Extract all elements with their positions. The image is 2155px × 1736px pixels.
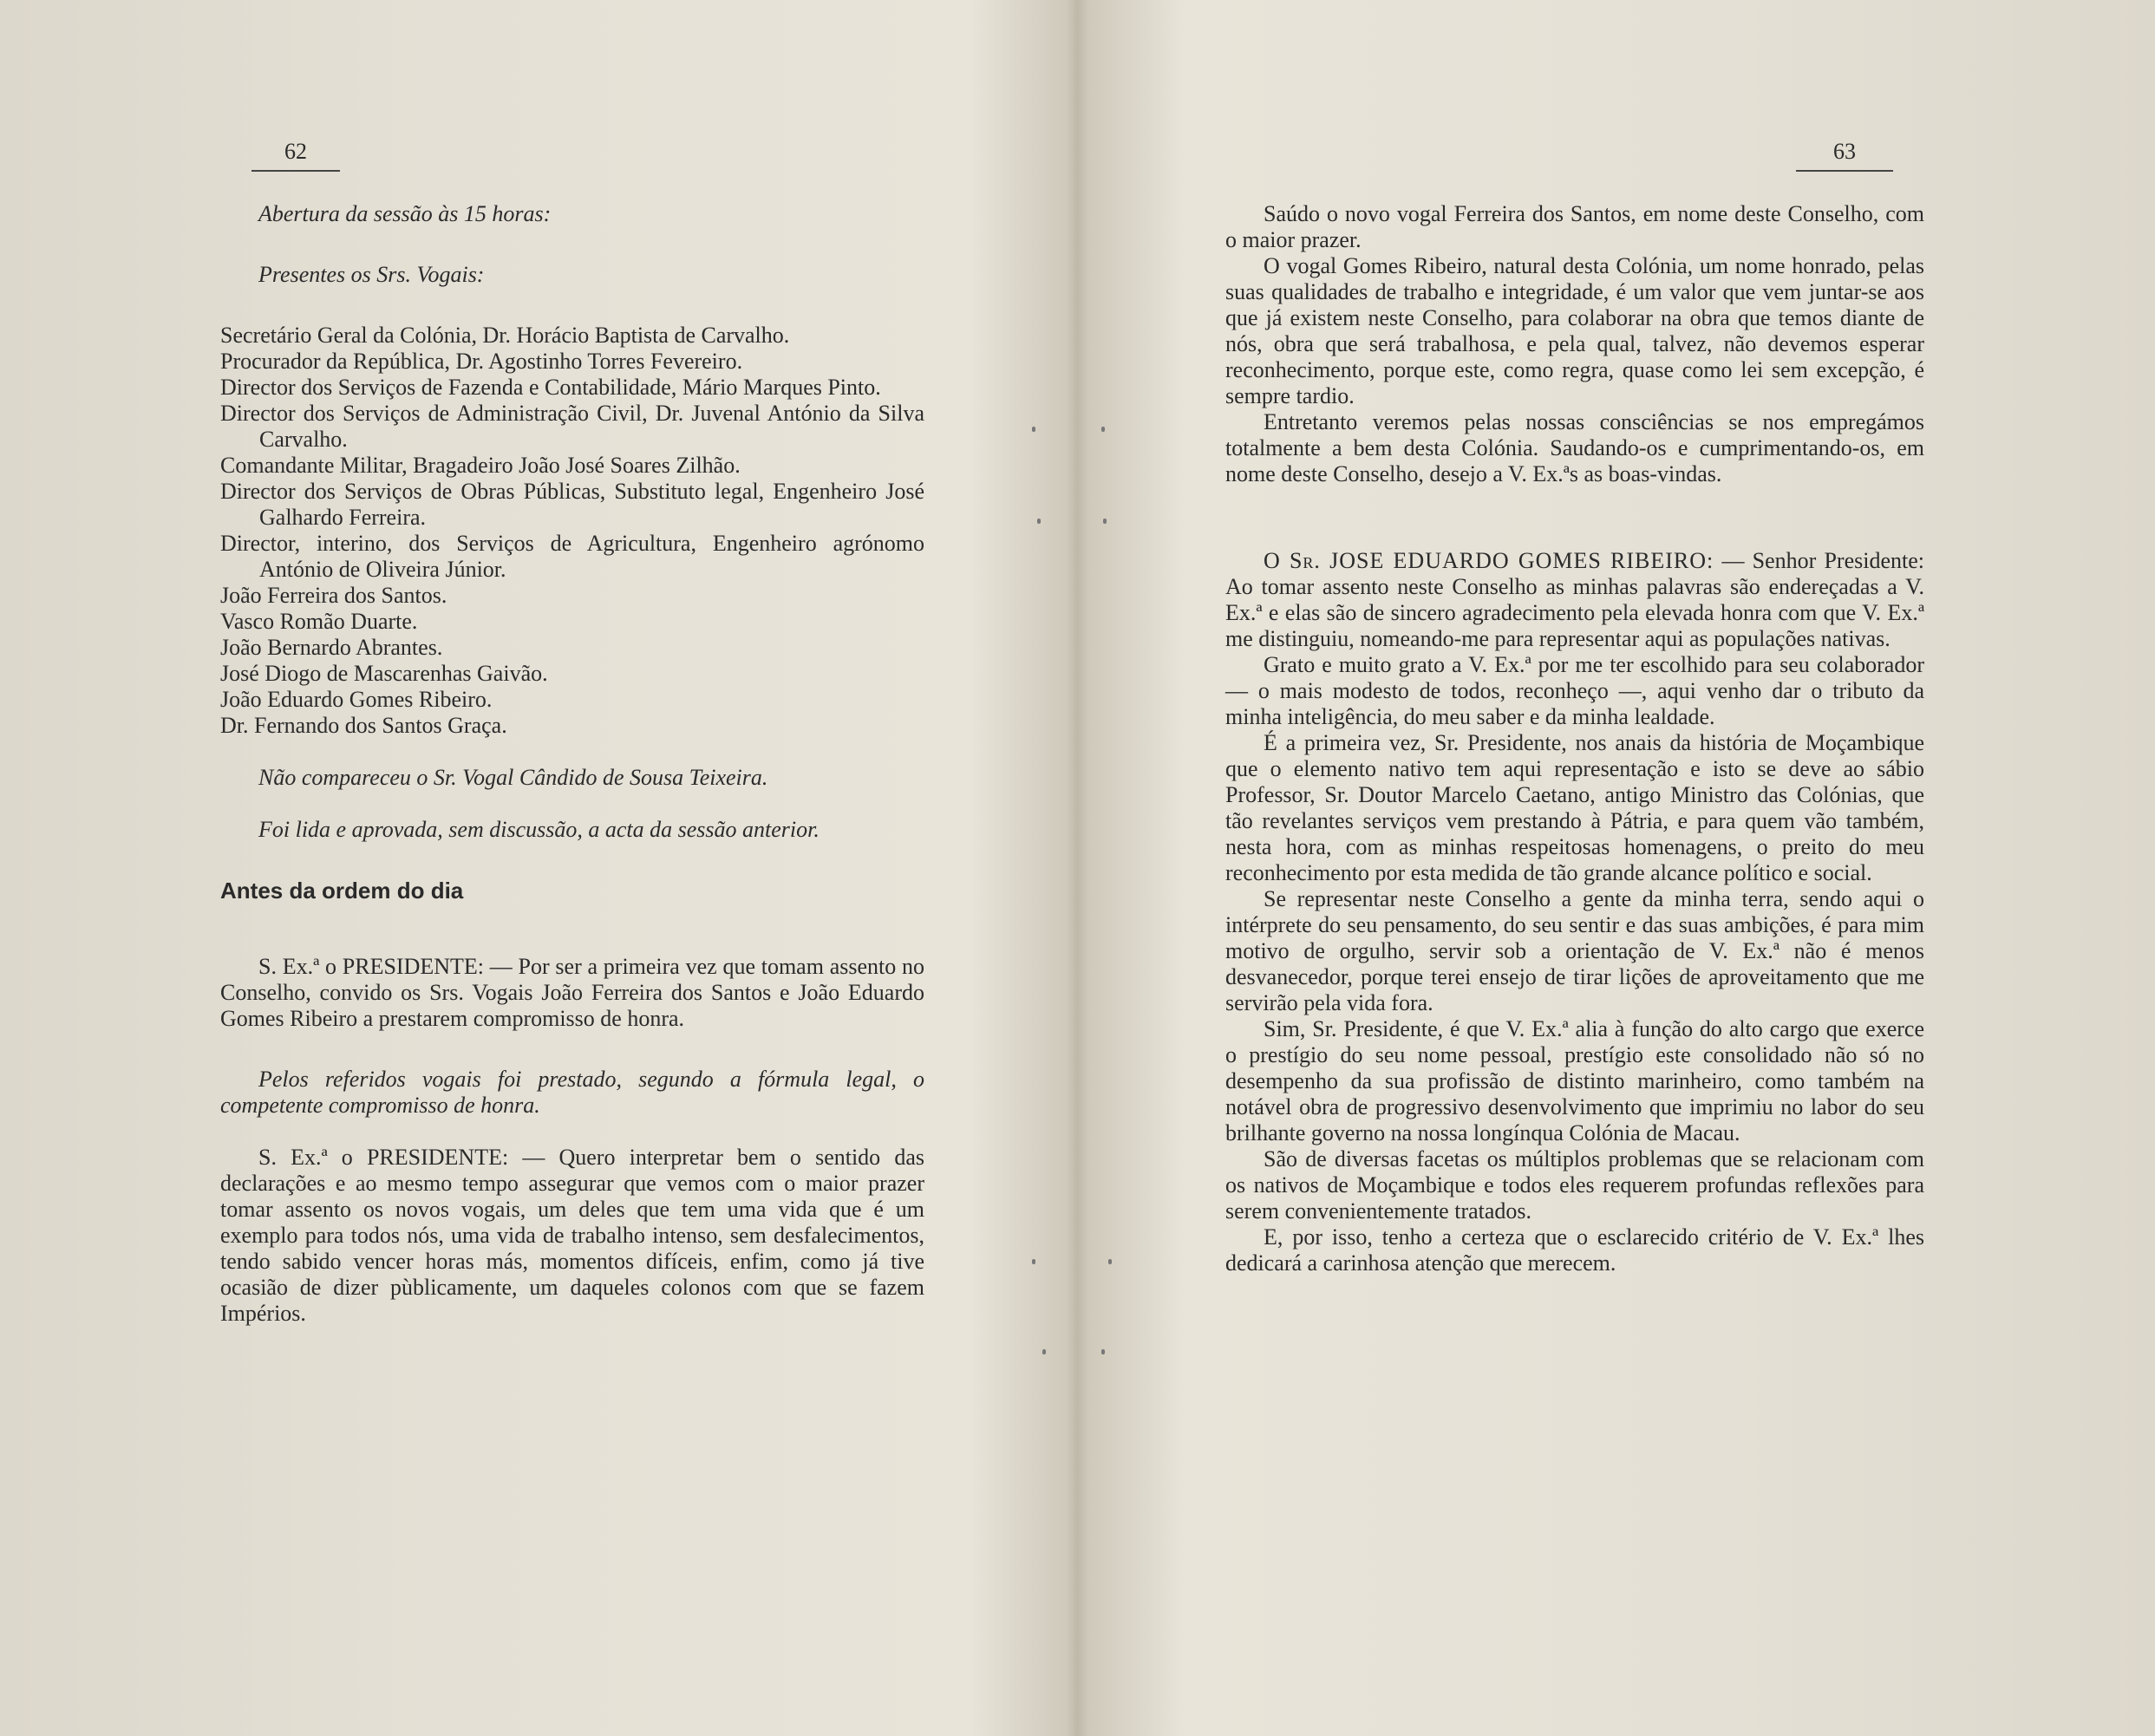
speech-text: — Quero interpretar bem o sentido das declarações e ao mesmo tempo assegurar que vemos com o maior prazer tomar assento os novos vogais, um deles que tem uma vida que é um exemplo para todos nós, uma vida de trabalho intenso, sem desfalecimentos, tendo sabido vencer horas más, momentos difíceis, enfim, como já tive ocasião de dizer pùblicamente, um daqueles colonos com que se fazem Impérios. xyxy=(220,1145,924,1326)
attendee-item: Procurador da República, Dr. Agostinho Torres Fevereiro. xyxy=(220,349,743,374)
attendee-item: Director, interino, dos Serviços de Agricultura, Engenheiro agrónomo António de Oliveira Júnior. xyxy=(220,531,924,582)
paragraph: O vogal Gomes Ribeiro, natural desta Colónia, um nome honrado, pelas suas qualidades de trabalho e integridade, é um valor que vem juntar-se aos que já existem neste Conselho, para colaborar na obra que temos diante de nós, obra que será trabalhosa, e pela qual, talvez, não devemos esperar reconhecimento, porque este, como regra, quase como lei sem excepção, é sempre tardio. xyxy=(1225,253,1924,408)
paragraph: Entretanto veremos pelas nossas consciências se nos empregámos totalmente a bem desta Colónia. Saudando-os e cumprimentando-os, em nome deste Conselho, desejo a V. Ex.ªs as boas-vindas. xyxy=(1225,409,1924,486)
paragraph: E, por isso, tenho a certeza que o esclarecido critério de V. Ex.ª lhes dedicará a carinhosa atenção que merecem. xyxy=(1225,1224,1924,1276)
attendee-item: Secretário Geral da Colónia, Dr. Horácio Baptista de Carvalho. xyxy=(220,323,790,348)
attendee-item: José Diogo de Mascarenhas Gaivão. xyxy=(220,661,548,686)
absence-note: Não compareceu o Sr. Vogal Cândido de Sousa Teixeira. xyxy=(258,765,768,790)
staple-hole xyxy=(1042,1349,1046,1354)
attendee-item: Director dos Serviços de Administração Civil, Dr. Juvenal António da Silva Carvalho. xyxy=(220,401,924,452)
paragraph: É a primeira vez, Sr. Presidente, nos anais da história de Moçambique que o elemento nativo tem aqui representação e isto se deve ao sábio Professor, Sr. Doutor Marcelo Caetano, antigo Ministro das Colónias, que tão revelantes serviços vem prestando à Pátria, e para quem vão também, nesta hora, com as minhas respeitosas homenagens, o preito do meu reconhecimento por esta medida de tão grande alcance político e social. xyxy=(1225,730,1924,885)
section-heading: Antes da ordem do dia xyxy=(220,878,464,904)
attendee-list xyxy=(220,323,924,739)
speaker-name: S. Ex.ª o PRESIDENTE: xyxy=(258,1145,509,1170)
paragraph: São de diversas facetas os múltiplos problemas que se relacionam com os nativos de Moçambique e todos eles requerem profundas reflexões para serem convenientemente tratados. xyxy=(1225,1146,1924,1224)
staple-hole xyxy=(1037,519,1041,524)
president-speech-1 xyxy=(220,954,924,1032)
staple-hole xyxy=(1103,519,1107,524)
oath-note: Pelos referidos vogais foi prestado, segundo a fórmula legal, o competente compromisso de honra. xyxy=(220,1067,924,1118)
staple-hole xyxy=(1032,1259,1035,1264)
attendee-item: Director dos Serviços de Obras Públicas, Substituto legal, Engenheiro José Galhardo Ferreira. xyxy=(220,479,924,530)
attendee-item: João Bernardo Abrantes. xyxy=(220,635,443,660)
staple-hole xyxy=(1032,427,1035,432)
present-heading: Presentes os Srs. Vogais: xyxy=(258,262,485,287)
session-opening: Abertura da sessão às 15 horas: xyxy=(258,201,552,226)
minutes-note: Foi lida e aprovada, sem discussão, a acta da sessão anterior. xyxy=(258,817,820,842)
right-text-column xyxy=(1225,201,1924,1276)
attendee-item: Dr. Fernando dos Santos Graça. xyxy=(220,713,507,738)
attendee-item: João Eduardo Gomes Ribeiro. xyxy=(220,687,493,712)
staple-hole xyxy=(1101,1349,1105,1354)
left-text-column xyxy=(220,201,924,1327)
attendee-item: Vasco Romão Duarte. xyxy=(220,609,418,634)
speaker-name: O Sr. JOSE EDUARDO GOMES RIBEIRO: xyxy=(1264,548,1714,573)
speech-text: — Por ser a primeira vez que tomam assento no Conselho, convido os Srs. Vogais João Ferreira dos Santos e João Eduardo Gomes Ribeiro a prestarem compromisso de honra. xyxy=(220,954,924,1031)
attendee-item: Director dos Serviços de Fazenda e Contabilidade, Mário Marques Pinto. xyxy=(220,375,881,400)
page-number-right: 63 xyxy=(1796,139,1893,172)
paragraph: Saúdo o novo vogal Ferreira dos Santos, em nome deste Conselho, com o maior prazer. xyxy=(1225,201,1924,252)
speaker-name: S. Ex.ª o PRESIDENTE: xyxy=(258,954,485,979)
speech-text: — Senhor Presidente: Ao tomar assento neste Conselho as minhas palavras são endereçadas a V. Ex.ª e elas são de sincero agradecimento pela elevada honra com que V. Ex.ª me distinguiu, nomeando-me para representar aqui as populações nativas. xyxy=(1225,548,1924,651)
page-number-left: 62 xyxy=(251,139,340,172)
ribeiro-speech xyxy=(1225,548,1924,652)
president-speech-2 xyxy=(220,1145,924,1327)
paragraph: Grato e muito grato a V. Ex.ª por me ter escolhido para seu colaborador — o mais modesto de todos, reconheço —, aqui venho dar o tributo da minha inteligência, do meu saber e da minha lealdade. xyxy=(1225,652,1924,729)
attendee-item: João Ferreira dos Santos. xyxy=(220,583,447,608)
paragraph: Se representar neste Conselho a gente da minha terra, sendo aqui o intérprete do seu pensamento, do seu sentir e das suas ambições, é para mim motivo de orgulho, servir sob a orientação de V. Ex.ª não é menos desvanecedor, porque terei ensejo de tirar lições de aproveitamento que me servirão pela vida fora. xyxy=(1225,886,1924,1015)
left-page xyxy=(0,0,1074,1736)
attendee-item: Comandante Militar, Bragadeiro João José Soares Zilhão. xyxy=(220,453,741,478)
right-page xyxy=(1081,0,2155,1736)
paragraph: Sim, Sr. Presidente, é que V. Ex.ª alia à função do alto cargo que exerce o prestígio do seu nome pessoal, prestígio este consolidado não só no desempenho da sua profissão de distinto marinheiro, como também na notável obra de progressivo desenvolvimento que imprimiu no labor do seu brilhante governo na nossa longínqua Colónia de Macau. xyxy=(1225,1016,1924,1145)
staple-hole xyxy=(1108,1259,1112,1264)
staple-hole xyxy=(1101,427,1105,432)
